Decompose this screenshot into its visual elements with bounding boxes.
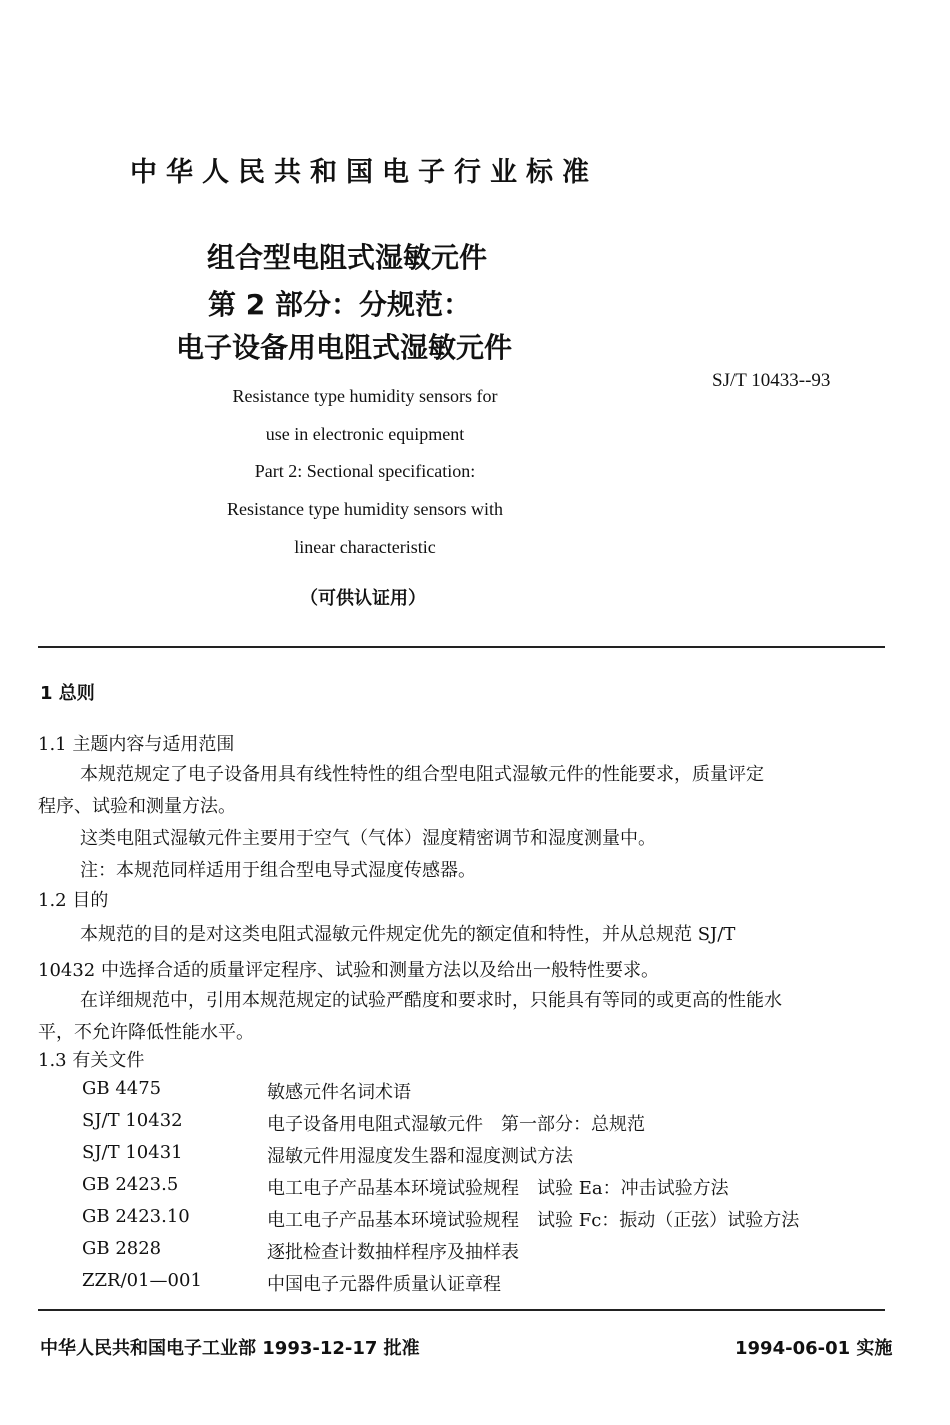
industry-standard-title: 中华人民共和国电子行业标准 xyxy=(130,157,598,188)
reference-code: ZZR/01—001 xyxy=(82,1270,202,1291)
effective-date: 1994-06-01 实施 xyxy=(735,1338,893,1359)
english-title-line: Resistance type humidity sensors with xyxy=(227,499,503,519)
reference-title: 湿敏元件用湿度发生器和湿度测试方法 xyxy=(267,1146,573,1167)
paragraph-line: 本规范规定了电子设备用具有线性特性的组合型电阻式湿敏元件的性能要求，质量评定 xyxy=(80,764,764,785)
subsection-1-2-heading: 1.2 目的 xyxy=(38,890,109,911)
paragraph-line: 平，不允许降低性能水平。 xyxy=(38,1022,254,1043)
english-title-line: linear characteristic xyxy=(294,537,436,557)
subsection-1-3-heading: 1.3 有关文件 xyxy=(38,1050,145,1071)
reference-code: GB 2423.5 xyxy=(82,1174,179,1195)
top-divider xyxy=(38,646,885,648)
english-title-line: Resistance type humidity sensors for xyxy=(232,386,498,406)
paragraph-line: 这类电阻式湿敏元件主要用于空气（气体）湿度精密调节和湿度测量中。 xyxy=(80,828,656,849)
reference-title: 电子设备用电阻式湿敏元件 第一部分：总规范 xyxy=(267,1114,645,1135)
paragraph-line: 10432 中选择合适的质量评定程序、试验和测量方法以及给出一般特性要求。 xyxy=(38,960,659,981)
bottom-divider xyxy=(38,1309,885,1311)
certification-note: （可供认证用） xyxy=(300,588,426,609)
reference-title: 电工电子产品基本环境试验规程 试验 Ea：冲击试验方法 xyxy=(267,1178,729,1199)
document-title-line-3: 电子设备用电阻式湿敏元件 xyxy=(176,331,513,364)
paragraph-line: 在详细规范中，引用本规范规定的试验严酷度和要求时，只能具有等同的或更高的性能水 xyxy=(80,990,782,1011)
approval-date: 中华人民共和国电子工业部 1993-12-17 批准 xyxy=(40,1338,420,1359)
paragraph-line: 本规范的目的是对这类电阻式湿敏元件规定优先的额定值和特性，并从总规范 SJ/T xyxy=(80,924,736,945)
reference-code: GB 2423.10 xyxy=(82,1206,190,1227)
paragraph-line: 程序、试验和测量方法。 xyxy=(38,796,236,817)
document-title-line-2: 第 2 部分：分规范： xyxy=(208,288,471,321)
english-title-line: Part 2: Sectional specification: xyxy=(254,461,476,481)
subsection-1-1-heading: 1.1 主题内容与适用范围 xyxy=(38,734,235,755)
standard-number: SJ/T 10433--93 xyxy=(712,370,831,391)
reference-title: 中国电子元器件质量认证章程 xyxy=(267,1274,501,1295)
reference-code: SJ/T 10431 xyxy=(82,1142,183,1163)
reference-title: 敏感元件名词术语 xyxy=(267,1082,411,1103)
reference-title: 电工电子产品基本环境试验规程 试验 Fc：振动（正弦）试验方法 xyxy=(267,1210,800,1231)
section-1-heading: 1 总则 xyxy=(40,683,95,704)
english-title-line: use in electronic equipment xyxy=(265,424,465,444)
note-line: 注：本规范同样适用于组合型电导式湿度传感器。 xyxy=(80,860,476,881)
reference-title: 逐批检查计数抽样程序及抽样表 xyxy=(267,1242,519,1263)
document-title-line-1: 组合型电阻式湿敏元件 xyxy=(207,241,488,274)
reference-code: SJ/T 10432 xyxy=(82,1110,183,1131)
reference-code: GB 4475 xyxy=(82,1078,162,1099)
reference-code: GB 2828 xyxy=(82,1238,162,1259)
